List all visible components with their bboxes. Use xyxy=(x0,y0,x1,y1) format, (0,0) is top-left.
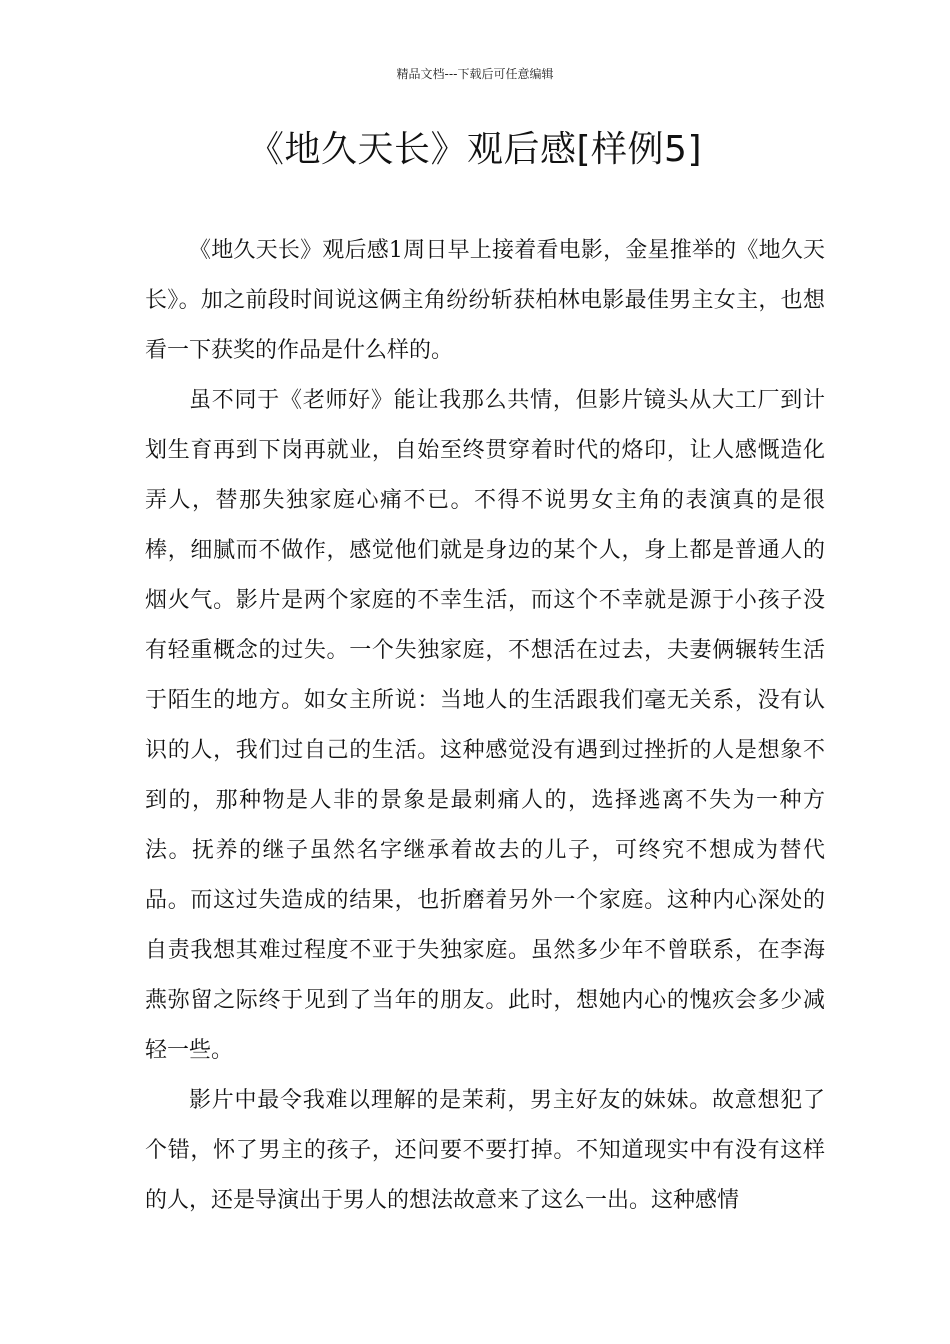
paragraph-1: 《地久天长》观后感1周日早上接着看电影，金星推举的《地久天长》。加之前段时间说这俩主角纷纷斩获柏林电影最佳男主女主，也想看一下获奖的作品是什么样的。 xyxy=(145,238,825,363)
paragraph-3: 影片中最令我难以理解的是茉莉，男主好友的妹妹。故意想犯了个错，怀了男主的孩子，还问要不要打掉。不知道现实中有没有这样的人，还是导演出于男人的想法故意来了这么一出。这种感情 xyxy=(145,1088,825,1213)
paragraph-2: 虽不同于《老师好》能让我那么共情，但影片镜头从大工厂到计划生育再到下岗再就业，自始至终贯穿着时代的烙印，让人感慨造化弄人，替那失独家庭心痛不已。不得不说男女主角的表演真的是很棒，细腻而不做作，感觉他们就是身边的某个人，身上都是普通人的烟火气。影片是两个家庭的不幸生活，而这个不幸就是源于小孩子没有轻重概念的过失。一个失独家庭，不想活在过去，夫妻俩辗转生活于陌生的地方。如女主所说：当地人的生活跟我们毫无关系，没有认识的人，我们过自己的生活。这种感觉没有遇到过挫折的人是想象不到的，那种物是人非的景象是最刺痛人的，选择逃离不失为一种方法。抚养的继子虽然名字继承着故去的儿子，可终究不想成为替代品。而这过失造成的结果，也折磨着另外一个家庭。这种内心深处的自责我想其难过程度不亚于失独家庭。虽然多少年不曾联系，在李海燕弥留之际终于见到了当年的朋友。此时，想她内心的愧疚会多少减轻一些。 xyxy=(145,388,825,1063)
document-title: 《地久天长》观后感[样例5] xyxy=(248,129,702,170)
document-body xyxy=(145,226,825,1226)
header-note: 精品文档---下载后可任意编辑 xyxy=(396,67,554,81)
